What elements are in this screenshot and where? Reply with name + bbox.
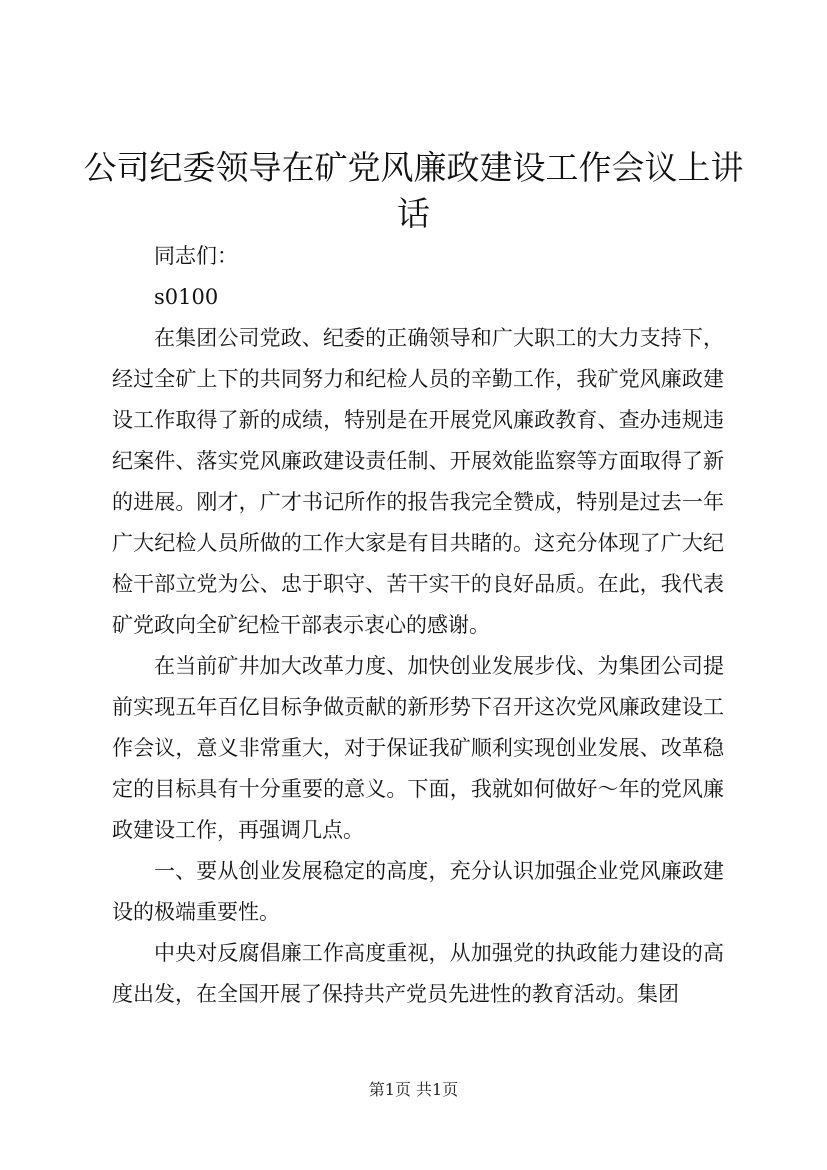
document-title: 公司纪委领导在矿党风廉政建设工作会议上讲话 xyxy=(83,148,744,233)
paragraph: 在当前矿井加大改革力度、加快创业发展步伐、为集团公司提前实现五年百亿目标争做贡献的新形势下召开这次党风廉政建设工作会议，意义非常重大，对于保证我矿顺利实现创业发展、改革稳定的目标具有十分重要的意义。下面，我就如何做好～年的党风廉政建设工作，再强调几点。 xyxy=(112,654,724,842)
page-footer: 第1页 共1页 xyxy=(368,1080,459,1099)
salutation: 同志们： xyxy=(154,244,238,268)
document-code: s0100 xyxy=(154,285,219,309)
document-body xyxy=(112,236,724,1015)
paragraph: 中央对反腐倡廉工作高度重视，从加强党的执政能力建设的高度出发，在全国开展了保持共产党员先进性的教育活动。集团 xyxy=(112,941,724,1006)
section-heading: 一、要从创业发展稳定的高度，充分认识加强企业党风廉政建设的极端重要性。 xyxy=(112,859,724,924)
paragraph: 在集团公司党政、纪委的正确领导和广大职工的大力支持下，经过全矿上下的共同努力和纪检人员的辛勤工作，我矿党风廉政建设工作取得了新的成绩，特别是在开展党风廉政教育、查办违规违纪案件、落实党风廉政建设责任制、开展效能监察等方面取得了新的进展。刚才，广才书记所作的报告我完全赞成，特别是过去一年广大纪检人员所做的工作大家是有目共睹的。这充分体现了广大纪检干部立党为公、忠于职守、苦干实干的良好品质。在此，我代表矿党政向全矿纪检干部表示衷心的感谢。 xyxy=(112,326,724,637)
